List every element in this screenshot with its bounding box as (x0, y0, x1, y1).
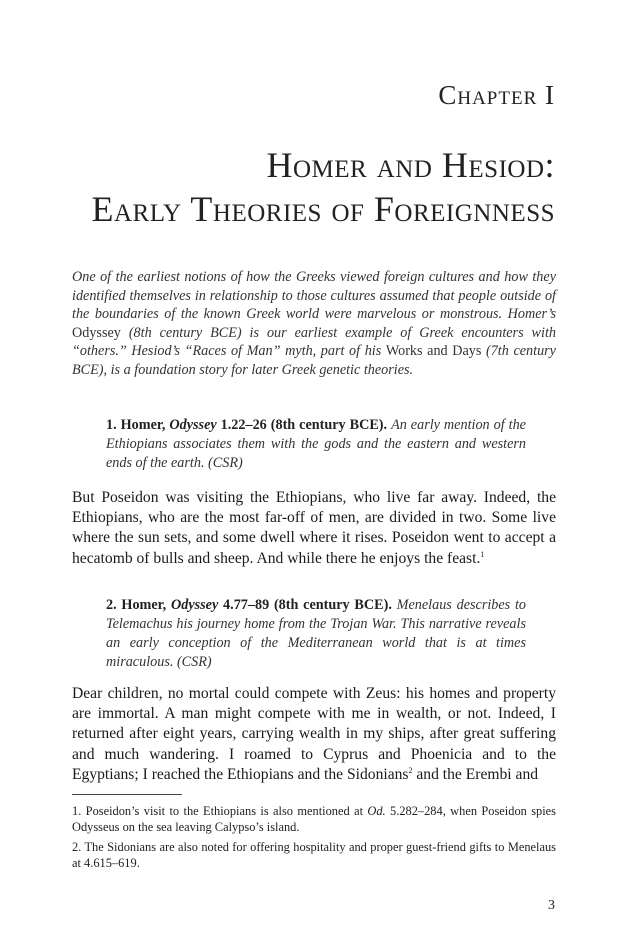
footnote-2: 2. The Sidonians are also noted for offering hospitality and proper guest-friend gifts to Menelaus at 4.615–619. (72, 840, 556, 870)
footnote-1-text-b: 5.282–284, when Poseidon spies Odysseus on the sea leaving Calypso’s island. (72, 804, 556, 834)
footnote-1-text-a: 1. Poseidon’s visit to the Ethiopians is also mentioned at (72, 804, 368, 818)
intro-text-1: One of the earliest notions of how the Greeks viewed foreign cultures and how they identified themselves in relationship to those cultures assumed that people outside of the boundaries of the known Greek world were marvelous or monstrous. Homer’s (72, 269, 556, 323)
source-heading-2 (106, 596, 526, 672)
source-1-description: An early mention of the Ethiopians associates them with the gods and the eastern and western ends of the earth. (CSR) (106, 417, 526, 471)
chapter-label: Chapter I (438, 80, 555, 110)
chapter-introduction (72, 268, 556, 380)
passage-1-text: But Poseidon was visiting the Ethiopians, who live far away. Indeed, the Ethiopians, who are the most far-off of men, are divided in two. Some live where the sun sets, and some dwell where it rises. Poseidon went to accept a hecatomb of bulls and sheep. And while there he enjoys the feast. (72, 489, 556, 567)
intro-work-odyssey: Odyssey (72, 324, 121, 341)
source-1-citation: 1.22–26 (8th century BCE). (216, 417, 388, 433)
passage-2 (72, 684, 556, 785)
source-2-citation: 4.77–89 (8th century BCE). (218, 597, 392, 613)
chapter-title (92, 143, 555, 231)
source-2-work: Odyssey (171, 597, 219, 613)
passage-2-text-b: and the Erembi and (412, 765, 539, 783)
intro-text-3: (7th century BCE), is a foundation story for later Greek genetic theories. (72, 343, 556, 378)
source-1-work: Odyssey (169, 417, 217, 433)
footnote-ref-1[interactable]: 1 (480, 549, 485, 559)
source-2-description: Menelaus describes to Telemachus his journey home from the Trojan War. This narrative reveals an early conception of the Mediterranean world that is at times miraculous. (CSR) (106, 597, 527, 670)
intro-text-2: (8th century BCE) is our earliest example of Greek encounters with “others.” Hesiod’s “Races of Man” myth, part of his (72, 324, 556, 360)
footnotes (72, 803, 556, 875)
passage-2-text-a: Dear children, no mortal could compete with Zeus: his homes and property are immortal. A man might compete with me in wealth, or not. Indeed, I returned after eight years, carrying wealth in my ships, after great suffering and much wandering. I roamed to Cyprus and Phoenicia and to the Egyptians; I reached the Ethiopians and the Sidonians (72, 685, 556, 783)
passage-1 (72, 488, 556, 569)
page-number: 3 (548, 898, 555, 913)
footnote-1 (72, 803, 556, 835)
footnote-divider (72, 794, 182, 795)
chapter-title-line-2: Early Theories of Foreignness (91, 189, 555, 229)
chapter-title-line-1: Homer and Hesiod: (266, 145, 555, 185)
source-1-number: 1. Homer, (106, 417, 170, 433)
source-heading-1 (106, 416, 526, 473)
footnote-1-abbrev: Od. (367, 804, 386, 818)
intro-work-works-and-days: Works and Days (385, 343, 482, 360)
source-2-number: 2. Homer, (106, 597, 171, 613)
footnote-ref-2[interactable]: 2 (408, 765, 413, 775)
